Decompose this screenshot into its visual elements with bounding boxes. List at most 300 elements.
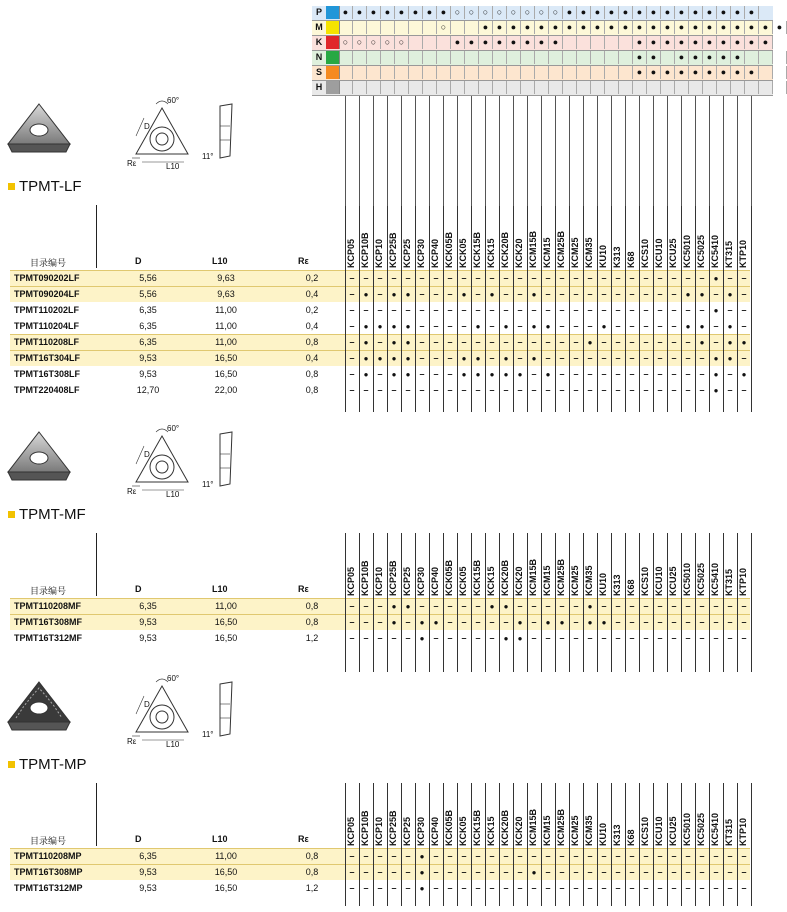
value-l10: 9,63: [217, 289, 235, 299]
grade-unavailable-dash: [611, 614, 625, 630]
grade-available-dot: [709, 302, 723, 318]
grade-column-line: [625, 205, 626, 412]
grade-unavailable-dash: [555, 366, 569, 382]
grade-column-line: [401, 96, 402, 206]
material-cell: [367, 51, 381, 64]
grade-column-line: [653, 533, 654, 672]
grade-unavailable-dash: [569, 318, 583, 334]
grade-unavailable-dash: [681, 864, 695, 880]
material-cell: [605, 66, 619, 79]
grade-column-line: [527, 205, 528, 412]
material-cell: [619, 51, 633, 64]
grade-label: KCP05: [346, 816, 356, 846]
grade-label: KCM15B: [528, 808, 538, 846]
material-cell: [507, 66, 521, 79]
grade-unavailable-dash: [401, 614, 415, 630]
grade-column-line: [345, 205, 346, 412]
grade-column-line: [429, 533, 430, 672]
grade-label: KCM35: [584, 565, 594, 596]
catalog-code: TPMT090204LF: [14, 289, 80, 299]
grade-unavailable-dash: [737, 270, 751, 286]
grade-label: KCK05B: [444, 809, 454, 846]
material-cell: [521, 66, 535, 79]
grade-label: KCK20B: [500, 559, 510, 596]
grade-unavailable-dash: [345, 630, 359, 646]
grade-column-line: [513, 783, 514, 906]
grade-unavailable-dash: [429, 270, 443, 286]
grade-unavailable-dash: [639, 614, 653, 630]
grade-unavailable-dash: [723, 270, 737, 286]
grade-unavailable-dash: [345, 382, 359, 398]
material-cell: ●: [493, 36, 507, 49]
grade-column-line: [667, 96, 668, 206]
value-d: 9,53: [139, 867, 157, 877]
material-letter: M: [312, 21, 327, 34]
grade-available-dot: [513, 614, 527, 630]
grade-unavailable-dash: [639, 302, 653, 318]
grade-unavailable-dash: [415, 286, 429, 302]
grade-unavailable-dash: [625, 350, 639, 366]
grade-unavailable-dash: [709, 598, 723, 614]
material-cell: ●: [549, 36, 563, 49]
insert-dimension-diagram: [122, 96, 262, 181]
grade-column-line: [415, 783, 416, 906]
material-cell: [437, 36, 451, 49]
grade-column-line: [639, 783, 640, 906]
grade-unavailable-dash: [555, 382, 569, 398]
grade-available-dot: [527, 864, 541, 880]
material-cell: [465, 51, 479, 64]
grade-unavailable-dash: [429, 334, 443, 350]
material-cell: ●: [647, 36, 661, 49]
grade-unavailable-dash: [457, 270, 471, 286]
grade-column-line: [625, 533, 626, 672]
material-cell: [563, 81, 577, 94]
value-d: 9,53: [139, 369, 157, 379]
grade-unavailable-dash: [667, 382, 681, 398]
grade-unavailable-dash: [569, 880, 583, 896]
grade-available-dot: [457, 286, 471, 302]
value-d: 9,53: [139, 617, 157, 627]
grade-unavailable-dash: [569, 366, 583, 382]
grade-available-dot: [471, 350, 485, 366]
grade-available-dot: [541, 614, 555, 630]
diagram-label-clearance: 11°: [202, 480, 214, 489]
grade-unavailable-dash: [513, 382, 527, 398]
value-d: 6,35: [139, 321, 157, 331]
grade-unavailable-dash: [457, 382, 471, 398]
grade-unavailable-dash: [639, 286, 653, 302]
grade-unavailable-dash: [611, 350, 625, 366]
material-cell: ●: [731, 6, 745, 19]
grade-label: KCM25B: [556, 808, 566, 846]
grade-unavailable-dash: [485, 318, 499, 334]
grade-unavailable-dash: [443, 880, 457, 896]
grade-unavailable-dash: [457, 880, 471, 896]
grade-unavailable-dash: [541, 864, 555, 880]
grade-unavailable-dash: [499, 848, 513, 864]
grade-unavailable-dash: [541, 630, 555, 646]
material-cell: [423, 21, 437, 34]
grade-unavailable-dash: [359, 864, 373, 880]
grade-unavailable-dash: [443, 382, 457, 398]
material-cell: [619, 66, 633, 79]
grade-available-dot: [485, 286, 499, 302]
title-marker: [8, 183, 15, 190]
material-cell: ●: [577, 21, 591, 34]
grade-label: KCP30: [416, 816, 426, 846]
value-l10: 16,50: [214, 633, 238, 643]
grade-unavailable-dash: [429, 848, 443, 864]
material-cell: ○: [479, 6, 493, 19]
grade-unavailable-dash: [653, 302, 667, 318]
grade-column-line: [471, 96, 472, 206]
material-cell: [507, 81, 521, 94]
grade-column-line: [513, 96, 514, 206]
material-cell: ●: [689, 21, 703, 34]
material-color-swatch: [326, 81, 340, 94]
grade-column-line: [723, 783, 724, 906]
grade-unavailable-dash: [709, 630, 723, 646]
material-cell: ●: [675, 51, 689, 64]
grade-label: KC5410: [710, 562, 720, 596]
grade-unavailable-dash: [569, 286, 583, 302]
grade-label: KCM15: [542, 565, 552, 596]
grade-label: KCK20: [514, 238, 524, 268]
grade-unavailable-dash: [611, 848, 625, 864]
material-cell: [605, 51, 619, 64]
grade-unavailable-dash: [401, 302, 415, 318]
grade-unavailable-dash: [667, 614, 681, 630]
grade-unavailable-dash: [695, 630, 709, 646]
grade-column-line: [527, 96, 528, 206]
material-cell: ●: [521, 36, 535, 49]
grade-unavailable-dash: [345, 614, 359, 630]
grade-unavailable-dash: [373, 598, 387, 614]
grade-label: KCU10: [654, 238, 664, 268]
material-cell: ○: [395, 36, 409, 49]
title-marker: [8, 761, 15, 768]
material-cell: [675, 81, 689, 94]
grade-unavailable-dash: [653, 630, 667, 646]
material-cell: [731, 81, 745, 94]
grade-unavailable-dash: [569, 598, 583, 614]
header-code: 目录编号: [30, 836, 67, 846]
grade-unavailable-dash: [415, 366, 429, 382]
grade-available-dot: [401, 350, 415, 366]
grade-available-dot: [401, 318, 415, 334]
grade-unavailable-dash: [541, 598, 555, 614]
grade-column-line: [653, 96, 654, 206]
grade-unavailable-dash: [583, 318, 597, 334]
grade-column-line: [387, 205, 388, 412]
header-code: 目录编号: [30, 258, 67, 268]
material-cell: ●: [675, 21, 689, 34]
material-cell: ●: [591, 21, 605, 34]
material-row-h: [312, 81, 773, 96]
grade-available-dot: [681, 286, 695, 302]
grade-unavailable-dash: [737, 630, 751, 646]
grade-label: KCK05B: [444, 231, 454, 268]
grade-available-dot: [387, 350, 401, 366]
grade-unavailable-dash: [569, 302, 583, 318]
material-cell: ●: [689, 66, 703, 79]
material-cell: ●: [703, 66, 717, 79]
grade-column-line: [723, 96, 724, 206]
material-cell: ○: [549, 6, 563, 19]
grade-unavailable-dash: [569, 864, 583, 880]
grade-unavailable-dash: [359, 270, 373, 286]
material-cell: ●: [675, 6, 689, 19]
diagram-label-re: Rε: [127, 487, 137, 496]
grade-available-dot: [401, 334, 415, 350]
grade-label: KCP30: [416, 238, 426, 268]
catalog-code: TPMT16T312MP: [14, 883, 83, 893]
grade-unavailable-dash: [653, 270, 667, 286]
grade-unavailable-dash: [667, 318, 681, 334]
grade-unavailable-dash: [597, 848, 611, 864]
grade-column-line: [639, 533, 640, 672]
grade-unavailable-dash: [625, 366, 639, 382]
grade-available-dot: [499, 350, 513, 366]
grade-column-line: [751, 533, 752, 672]
grade-column-line: [373, 205, 374, 412]
material-cell: [493, 81, 507, 94]
grade-column-line: [415, 96, 416, 206]
material-cell: ●: [521, 21, 535, 34]
material-cell: ●: [675, 36, 689, 49]
grade-unavailable-dash: [429, 598, 443, 614]
material-cell: ●: [661, 6, 675, 19]
grade-unavailable-dash: [527, 302, 541, 318]
grade-unavailable-dash: [471, 270, 485, 286]
grade-unavailable-dash: [625, 848, 639, 864]
grade-column-line: [653, 783, 654, 906]
grade-unavailable-dash: [443, 614, 457, 630]
grade-label: K68: [626, 579, 636, 596]
grade-unavailable-dash: [387, 270, 401, 286]
grade-label: KCS10: [640, 816, 650, 846]
material-cell: [535, 51, 549, 64]
grade-unavailable-dash: [597, 350, 611, 366]
grade-column-line: [569, 783, 570, 906]
value-l10: 16,50: [214, 883, 238, 893]
grade-unavailable-dash: [429, 366, 443, 382]
grade-column-line: [415, 205, 416, 412]
grade-unavailable-dash: [583, 630, 597, 646]
grade-label: KCP40: [430, 238, 440, 268]
material-cell: ●: [507, 21, 521, 34]
material-color-swatch: [326, 21, 340, 34]
material-cell: [773, 51, 787, 64]
material-color-swatch: [326, 6, 340, 19]
grade-unavailable-dash: [359, 598, 373, 614]
value-re: 0,2: [305, 305, 319, 315]
grade-unavailable-dash: [457, 614, 471, 630]
grade-unavailable-dash: [723, 382, 737, 398]
material-cell: ●: [479, 36, 493, 49]
grade-unavailable-dash: [471, 302, 485, 318]
grade-column-line: [387, 533, 388, 672]
grade-column-line: [541, 96, 542, 206]
material-cell: [367, 21, 381, 34]
material-cell: [591, 36, 605, 49]
material-cell: [437, 66, 451, 79]
grade-column-line: [555, 783, 556, 906]
grade-available-dot: [709, 350, 723, 366]
grade-unavailable-dash: [485, 350, 499, 366]
grade-unavailable-dash: [387, 864, 401, 880]
grade-unavailable-dash: [555, 848, 569, 864]
material-cell: ●: [339, 6, 353, 19]
value-l10: 11,00: [215, 337, 237, 347]
grade-label: KT315: [724, 240, 734, 268]
material-cell: ●: [703, 36, 717, 49]
material-cell: [773, 66, 787, 79]
material-cell: [563, 36, 577, 49]
grade-column-line: [737, 205, 738, 412]
diagram-label-angle: 60°: [167, 424, 180, 433]
grade-column-line: [751, 205, 752, 412]
grade-available-dot: [359, 286, 373, 302]
material-cell: ○: [507, 6, 521, 19]
grade-column-line: [597, 96, 598, 206]
grade-unavailable-dash: [695, 880, 709, 896]
material-cell: ●: [661, 36, 675, 49]
grade-unavailable-dash: [667, 366, 681, 382]
material-cell: ○: [437, 21, 451, 34]
material-cell: ●: [689, 51, 703, 64]
grade-available-dot: [527, 286, 541, 302]
grade-label: K313: [612, 574, 622, 596]
grade-unavailable-dash: [373, 864, 387, 880]
grade-unavailable-dash: [387, 880, 401, 896]
material-cell: [591, 66, 605, 79]
material-cell: ●: [745, 66, 759, 79]
grade-unavailable-dash: [443, 350, 457, 366]
grade-unavailable-dash: [359, 382, 373, 398]
insert-image: [4, 678, 74, 743]
grade-unavailable-dash: [527, 614, 541, 630]
grade-unavailable-dash: [667, 880, 681, 896]
insert-dimension-diagram: [122, 424, 262, 509]
material-cell: ○: [535, 6, 549, 19]
material-cell: [745, 81, 759, 94]
grade-column-line: [373, 533, 374, 672]
grade-available-dot: [359, 318, 373, 334]
material-cell: [437, 51, 451, 64]
grade-unavailable-dash: [471, 864, 485, 880]
material-cell: ●: [633, 51, 647, 64]
grade-unavailable-dash: [443, 270, 457, 286]
grade-column-line: [499, 96, 500, 206]
grade-label: KCK05: [458, 566, 468, 596]
material-cell: ○: [367, 36, 381, 49]
material-cell: [423, 36, 437, 49]
grade-label: KCU10: [654, 566, 664, 596]
grade-unavailable-dash: [737, 614, 751, 630]
grade-unavailable-dash: [513, 334, 527, 350]
grade-column-line: [583, 96, 584, 206]
grade-unavailable-dash: [723, 848, 737, 864]
material-cell: [409, 51, 423, 64]
grade-unavailable-dash: [457, 318, 471, 334]
material-cell: ●: [647, 51, 661, 64]
grade-label: KCK20B: [500, 809, 510, 846]
value-l10: 11,00: [215, 305, 237, 315]
grade-unavailable-dash: [471, 286, 485, 302]
grade-label: KCM15B: [528, 230, 538, 268]
title-marker: [8, 511, 15, 518]
grade-unavailable-dash: [513, 318, 527, 334]
grade-available-dot: [471, 366, 485, 382]
grade-column-line: [737, 533, 738, 672]
grade-column-line: [345, 533, 346, 672]
grade-label: KCK15: [486, 816, 496, 846]
grade-column-line: [555, 533, 556, 672]
grade-label: KCM25B: [556, 558, 566, 596]
grade-unavailable-dash: [695, 302, 709, 318]
grade-unavailable-dash: [667, 630, 681, 646]
material-cell: ●: [549, 21, 563, 34]
material-cell: [619, 36, 633, 49]
grade-unavailable-dash: [345, 334, 359, 350]
grade-unavailable-dash: [597, 630, 611, 646]
grade-unavailable-dash: [639, 598, 653, 614]
material-row-p: [312, 6, 773, 21]
material-cell: [465, 66, 479, 79]
grade-unavailable-dash: [555, 302, 569, 318]
grade-unavailable-dash: [527, 270, 541, 286]
grade-available-dot: [695, 318, 709, 334]
insert-image: [4, 100, 74, 165]
grade-unavailable-dash: [611, 630, 625, 646]
grade-unavailable-dash: [443, 864, 457, 880]
grade-label: KC5410: [710, 234, 720, 268]
grade-available-dot: [583, 334, 597, 350]
material-cell: ●: [717, 6, 731, 19]
grade-available-dot: [737, 334, 751, 350]
value-l10: 16,50: [214, 617, 238, 627]
material-cell: ●: [535, 36, 549, 49]
grade-unavailable-dash: [415, 302, 429, 318]
grade-unavailable-dash: [541, 334, 555, 350]
grade-column-line: [751, 96, 752, 206]
grade-unavailable-dash: [737, 848, 751, 864]
grade-unavailable-dash: [583, 848, 597, 864]
grade-unavailable-dash: [569, 334, 583, 350]
grade-unavailable-dash: [401, 848, 415, 864]
material-cell: [451, 21, 465, 34]
grade-unavailable-dash: [401, 270, 415, 286]
grade-label: KCS10: [640, 566, 650, 596]
grade-column-line: [429, 205, 430, 412]
material-cell: [605, 81, 619, 94]
grade-unavailable-dash: [723, 630, 737, 646]
grade-unavailable-dash: [471, 598, 485, 614]
grade-label: KCP05: [346, 566, 356, 596]
section-title: [8, 506, 86, 523]
grade-unavailable-dash: [653, 366, 667, 382]
grade-unavailable-dash: [485, 334, 499, 350]
grade-unavailable-dash: [555, 630, 569, 646]
grade-unavailable-dash: [513, 848, 527, 864]
grade-unavailable-dash: [737, 382, 751, 398]
grade-column-line: [723, 205, 724, 412]
material-row-s: [312, 66, 773, 81]
grade-label: KCP10B: [360, 560, 370, 596]
grade-unavailable-dash: [485, 864, 499, 880]
